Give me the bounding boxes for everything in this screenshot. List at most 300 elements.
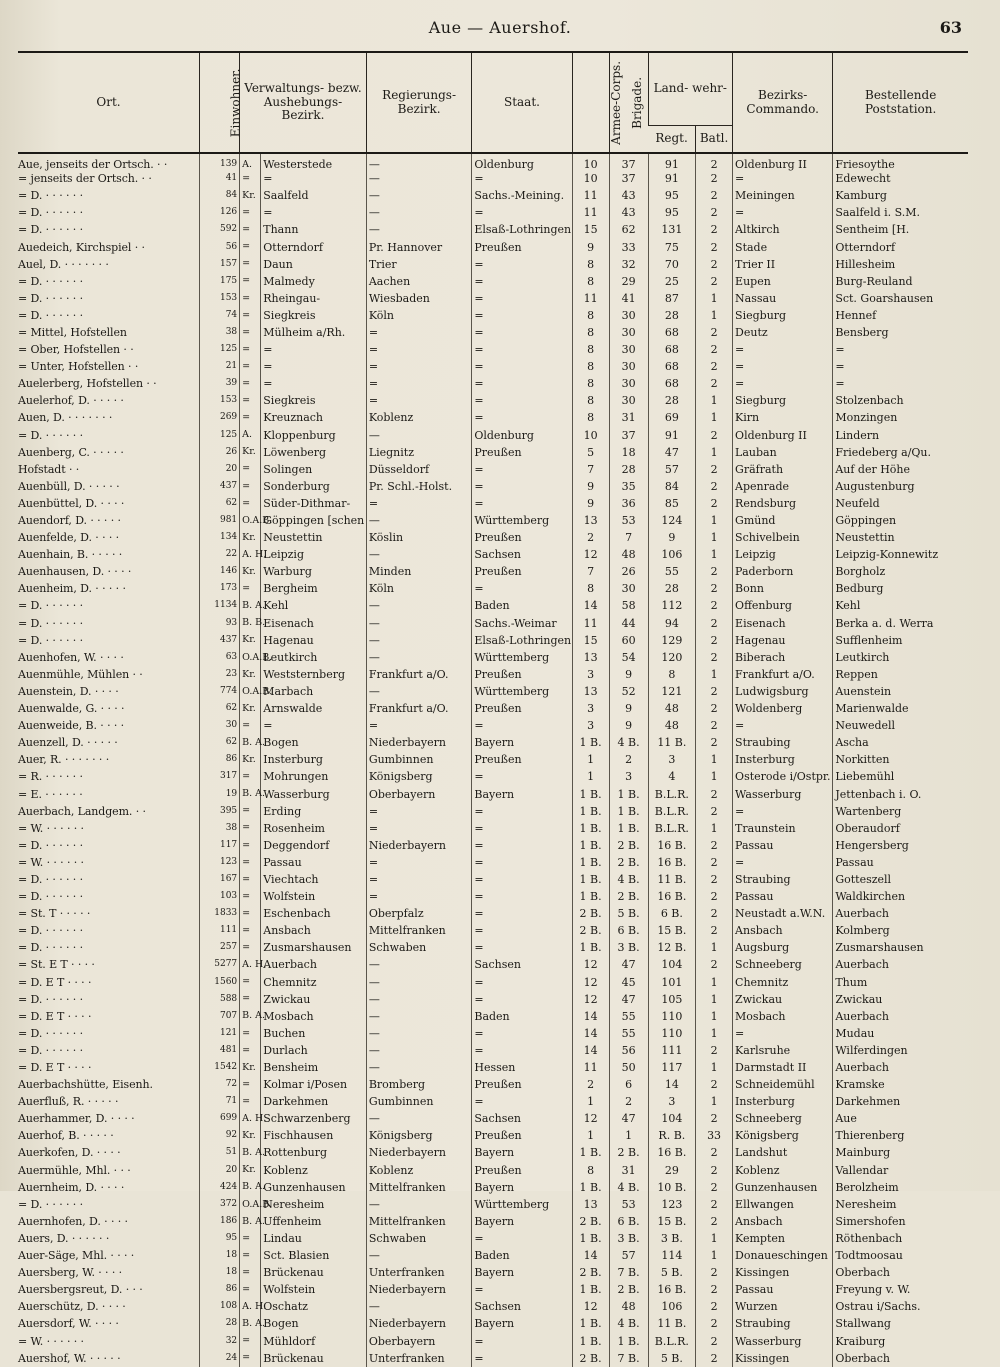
cell-aush: Eschenbach <box>261 905 367 922</box>
cell-staat: = <box>472 803 572 820</box>
cell-brig: 48 <box>609 1298 648 1315</box>
cell-batl: 2 <box>696 563 733 580</box>
cell-verw: A. <box>240 153 261 170</box>
cell-armee: 8 <box>572 580 609 597</box>
cell-post: Ascha <box>833 734 968 751</box>
cell-verw: Kr. <box>240 444 261 461</box>
cell-regt: 121 <box>648 683 695 700</box>
cell-einw: 19 <box>200 785 240 802</box>
cell-einw: 424 <box>200 1179 240 1196</box>
cell-reg: Köln <box>366 580 472 597</box>
cell-verw: B. B. <box>240 615 261 632</box>
col-header-brigade-label: Brigade. <box>629 76 644 129</box>
cell-aush: Sonderburg <box>261 478 367 495</box>
cell-batl: 2 <box>696 1315 733 1332</box>
cell-armee: 1 B. <box>572 1281 609 1298</box>
cell-armee: 1 B. <box>572 888 609 905</box>
cell-bez: Deutz <box>733 324 833 341</box>
cell-ort: Aue, jenseits der Ortsch. · · <box>18 158 168 172</box>
cell-bez: = <box>733 854 833 871</box>
cell-regt: 3 <box>648 1093 695 1110</box>
table-row <box>18 615 968 632</box>
cell-bez: Wasserburg <box>733 1332 833 1349</box>
cell-armee: 8 <box>572 409 609 426</box>
cell-armee: 1 B. <box>572 837 609 854</box>
cell-regt: B.L.R. <box>648 820 695 837</box>
cell-armee: 13 <box>572 512 609 529</box>
cell-ort: Auenhausen, D. · · · · <box>18 565 132 579</box>
cell-batl: 1 <box>696 529 733 546</box>
cell-reg: = <box>366 341 472 358</box>
cell-verw: = <box>240 1025 261 1042</box>
cell-bez: Paderborn <box>733 563 833 580</box>
cell-verw: = <box>240 888 261 905</box>
cell-reg: Niederbayern <box>366 1315 472 1332</box>
cell-bez: Osterode i/Ostpr. <box>733 768 833 785</box>
table-row <box>18 478 968 495</box>
cell-batl: 1 <box>696 1008 733 1025</box>
cell-bez: Trier II <box>733 256 833 273</box>
cell-bez: = <box>733 375 833 392</box>
cell-aush: Löwenberg <box>261 444 367 461</box>
cell-verw: Kr. <box>240 751 261 768</box>
cell-einw: 86 <box>200 1281 240 1298</box>
col-header-bezirks-commando: Bezirks- Commando. <box>733 52 833 153</box>
cell-armee: 1 <box>572 1127 609 1144</box>
cell-batl: 1 <box>696 307 733 324</box>
cell-regt: 91 <box>648 170 695 187</box>
cell-staat: = <box>472 888 572 905</box>
cell-regt: 28 <box>648 307 695 324</box>
cell-ort: Auerhammer, D. · · · · <box>18 1112 135 1126</box>
cell-verw: = <box>240 905 261 922</box>
cell-reg: Mittelfranken <box>366 922 472 939</box>
cell-reg: Oberbayern <box>366 785 472 802</box>
cell-regt: 110 <box>648 1008 695 1025</box>
cell-armee: 11 <box>572 187 609 204</box>
cell-batl: 2 <box>696 717 733 734</box>
cell-regt: 106 <box>648 1298 695 1315</box>
cell-brig: 4 B. <box>609 1179 648 1196</box>
cell-staat: Hessen <box>472 1059 572 1076</box>
col-header-landwehr: Land- wehr- <box>648 52 732 125</box>
cell-bez: Schneidemühl <box>733 1076 833 1093</box>
cell-einw: 125 <box>200 427 240 444</box>
cell-einw: 39 <box>200 375 240 392</box>
cell-regt: 114 <box>648 1247 695 1264</box>
cell-brig: 31 <box>609 1162 648 1179</box>
cell-staat: Preußen <box>472 1076 572 1093</box>
cell-armee: 14 <box>572 597 609 614</box>
cell-ort: = Ober, Hofstellen · · <box>18 343 134 357</box>
cell-staat: Preußen <box>472 666 572 683</box>
cell-staat: = <box>472 273 572 290</box>
cell-regt: 48 <box>648 700 695 717</box>
cell-armee: 11 <box>572 1059 609 1076</box>
cell-brig: 28 <box>609 461 648 478</box>
cell-post: Leutkirch <box>833 649 968 666</box>
cell-batl: 2 <box>696 1264 733 1281</box>
cell-aush: = <box>261 358 367 375</box>
cell-reg: — <box>366 170 472 187</box>
cell-aush: Bogen <box>261 734 367 751</box>
cell-ort: = St. T · · · · · <box>18 907 91 921</box>
cell-reg: Oberpfalz <box>366 905 472 922</box>
table-row <box>18 597 968 614</box>
table-row <box>18 1247 968 1264</box>
cell-verw: = <box>240 1093 261 1110</box>
cell-post: Lindern <box>833 427 968 444</box>
cell-bez: Ansbach <box>733 1213 833 1230</box>
cell-aush: Lindau <box>261 1230 367 1247</box>
cell-aush: Saalfeld <box>261 187 367 204</box>
cell-ort: = D. · · · · · · <box>18 291 83 305</box>
cell-reg: Koblenz <box>366 409 472 426</box>
cell-reg: Mittelfranken <box>366 1179 472 1196</box>
cell-batl: 1 <box>696 546 733 563</box>
cell-ort: = D. · · · · · · <box>18 1197 83 1211</box>
cell-brig: 26 <box>609 563 648 580</box>
cell-post: Stolzenbach <box>833 392 968 409</box>
cell-batl: 1 <box>696 392 733 409</box>
cell-bez: Passau <box>733 888 833 905</box>
cell-einw: 121 <box>200 1025 240 1042</box>
cell-einw: 63 <box>200 649 240 666</box>
cell-reg: Minden <box>366 563 472 580</box>
cell-regt: 69 <box>648 409 695 426</box>
cell-batl: 2 <box>696 785 733 802</box>
cell-verw: = <box>240 991 261 1008</box>
cell-reg: Bromberg <box>366 1076 472 1093</box>
cell-einw: 103 <box>200 888 240 905</box>
cell-ort: Auenhain, B. · · · · · <box>18 548 123 562</box>
running-head <box>0 14 1000 40</box>
table-row <box>18 683 968 700</box>
cell-staat: = <box>472 341 572 358</box>
cell-regt: 25 <box>648 273 695 290</box>
cell-aush: Warburg <box>261 563 367 580</box>
cell-einw: 74 <box>200 307 240 324</box>
cell-reg: — <box>366 649 472 666</box>
cell-reg: = <box>366 803 472 820</box>
cell-staat: Oldenburg <box>472 427 572 444</box>
cell-post: Jettenbach i. O. <box>833 785 968 802</box>
cell-aush: Kehl <box>261 597 367 614</box>
cell-staat: Oldenburg <box>472 153 572 170</box>
cell-armee: 10 <box>572 170 609 187</box>
cell-staat: Bayern <box>472 1144 572 1161</box>
cell-bez: Kempten <box>733 1230 833 1247</box>
cell-einw: 146 <box>200 563 240 580</box>
cell-verw: Kr. <box>240 632 261 649</box>
cell-ort: Auendorf, D. · · · · · <box>18 514 121 528</box>
table-row <box>18 1315 968 1332</box>
cell-batl: 1 <box>696 444 733 461</box>
cell-armee: 5 <box>572 444 609 461</box>
cell-bez: Gunzenhausen <box>733 1179 833 1196</box>
cell-ort: Auenberg, C. · · · · · <box>18 445 124 459</box>
table-row <box>18 649 968 666</box>
cell-reg: Schwaben <box>366 939 472 956</box>
cell-aush: Rottenburg <box>261 1144 367 1161</box>
cell-verw: = <box>240 256 261 273</box>
cell-ort: = D. · · · · · · <box>18 992 83 1006</box>
cell-regt: 15 B. <box>648 1213 695 1230</box>
cell-batl: 2 <box>696 956 733 973</box>
cell-post: = <box>833 375 968 392</box>
cell-reg: — <box>366 221 472 238</box>
cell-einw: 30 <box>200 717 240 734</box>
cell-ort: = D. · · · · · · <box>18 308 83 322</box>
cell-reg: — <box>366 1025 472 1042</box>
cell-bez: Wasserburg <box>733 785 833 802</box>
cell-regt: 123 <box>648 1196 695 1213</box>
cell-regt: 15 B. <box>648 922 695 939</box>
cell-staat: = <box>472 820 572 837</box>
cell-bez: Karlsruhe <box>733 1042 833 1059</box>
cell-verw: O.A.B. <box>240 512 261 529</box>
cell-aush: Bogen <box>261 1315 367 1332</box>
cell-ort: = W. · · · · · · <box>18 855 84 869</box>
cell-staat: = <box>472 461 572 478</box>
cell-bez: Straubing <box>733 871 833 888</box>
cell-verw: Kr. <box>240 700 261 717</box>
cell-brig: 55 <box>609 1025 648 1042</box>
cell-verw: Kr. <box>240 1059 261 1076</box>
cell-armee: 1 B. <box>572 939 609 956</box>
cell-regt: 11 B. <box>648 734 695 751</box>
cell-verw: = <box>240 307 261 324</box>
cell-verw: = <box>240 922 261 939</box>
cell-armee: 12 <box>572 1298 609 1315</box>
cell-ort: Auenbüll, D. · · · · · <box>18 479 120 493</box>
cell-regt: 68 <box>648 375 695 392</box>
cell-armee: 9 <box>572 478 609 495</box>
cell-reg: Köslin <box>366 529 472 546</box>
cell-armee: 1 B. <box>572 1179 609 1196</box>
cell-verw: = <box>240 854 261 871</box>
cell-armee: 14 <box>572 1247 609 1264</box>
cell-bez: Oldenburg II <box>733 153 833 170</box>
cell-post: Ostrau i/Sachs. <box>833 1298 968 1315</box>
cell-aush: Oschatz <box>261 1298 367 1315</box>
cell-ort: Auer-Säge, Mhl. · · · · <box>18 1249 135 1263</box>
cell-post: Waldkirchen <box>833 888 968 905</box>
cell-verw: = <box>240 324 261 341</box>
cell-bez: Kissingen <box>733 1350 833 1367</box>
cell-ort: = D. · · · · · · <box>18 1026 83 1040</box>
cell-ort: Auer, R. · · · · · · · <box>18 753 110 767</box>
cell-ort: Auelerberg, Hofstellen · · <box>18 377 157 391</box>
cell-armee: 2 <box>572 529 609 546</box>
cell-einw: 32 <box>200 1332 240 1349</box>
cell-aush: Mosbach <box>261 1008 367 1025</box>
cell-armee: 8 <box>572 358 609 375</box>
col-header-poststation: Bestellende Poststation. <box>833 52 968 153</box>
cell-post: Oberaudorf <box>833 820 968 837</box>
cell-ort: Auenzell, D. · · · · · <box>18 736 118 750</box>
cell-staat: = <box>472 854 572 871</box>
cell-brig: 7 B. <box>609 1350 648 1367</box>
cell-ort: = W. · · · · · · <box>18 821 84 835</box>
cell-einw: 395 <box>200 803 240 820</box>
table-row <box>18 1025 968 1042</box>
cell-armee: 1 B. <box>572 803 609 820</box>
cell-batl: 2 <box>696 837 733 854</box>
cell-einw: 173 <box>200 580 240 597</box>
col-header-batl: Batl. <box>696 125 733 153</box>
cell-regt: 95 <box>648 187 695 204</box>
cell-aush: Bergheim <box>261 580 367 597</box>
cell-einw: 1134 <box>200 597 240 614</box>
table-row <box>18 563 968 580</box>
table-row <box>18 854 968 871</box>
cell-armee: 8 <box>572 256 609 273</box>
cell-post: Gotteszell <box>833 871 968 888</box>
table-row <box>18 580 968 597</box>
cell-brig: 33 <box>609 238 648 255</box>
cell-post: Hennef <box>833 307 968 324</box>
col-header-armee-corps-label: Armee-Corps. <box>608 60 623 145</box>
col-header-regt: Regt. <box>648 125 695 153</box>
cell-bez: Gräfrath <box>733 461 833 478</box>
cell-post: Otterndorf <box>833 238 968 255</box>
cell-aush: Eisenach <box>261 615 367 632</box>
cell-reg: Pr. Hannover <box>366 238 472 255</box>
cell-bez: Zwickau <box>733 991 833 1008</box>
cell-aush: Darkehmen <box>261 1093 367 1110</box>
cell-armee: 15 <box>572 632 609 649</box>
cell-bez: = <box>733 803 833 820</box>
cell-verw: = <box>240 170 261 187</box>
cell-ort: = D. · · · · · · <box>18 941 83 955</box>
table-row <box>18 1093 968 1110</box>
cell-aush: Neustettin <box>261 529 367 546</box>
cell-aush: Thann <box>261 221 367 238</box>
cell-post: Kamburg <box>833 187 968 204</box>
cell-post: Friedeberg a/Qu. <box>833 444 968 461</box>
cell-bez: Schivelbein <box>733 529 833 546</box>
cell-armee: 8 <box>572 307 609 324</box>
cell-staat: = <box>472 307 572 324</box>
cell-brig: 2 B. <box>609 888 648 905</box>
cell-aush: Siegkreis <box>261 392 367 409</box>
cell-armee: 1 B. <box>572 785 609 802</box>
cell-post: Aue <box>833 1110 968 1127</box>
gazetteer-table <box>18 51 968 1367</box>
cell-ort: Auenhofen, W. · · · · <box>18 650 124 664</box>
cell-verw: Kr. <box>240 563 261 580</box>
cell-armee: 14 <box>572 1025 609 1042</box>
cell-aush: Bensheim <box>261 1059 367 1076</box>
cell-bez: Passau <box>733 1281 833 1298</box>
cell-verw: A. H. <box>240 1298 261 1315</box>
cell-batl: 33 <box>696 1127 733 1144</box>
cell-post: Augustenburg <box>833 478 968 495</box>
cell-armee: 2 B. <box>572 1350 609 1367</box>
cell-verw: B. A. <box>240 1315 261 1332</box>
cell-batl: 1 <box>696 666 733 683</box>
cell-regt: 29 <box>648 1162 695 1179</box>
cell-regt: 124 <box>648 512 695 529</box>
cell-reg: — <box>366 427 472 444</box>
table-row <box>18 1144 968 1161</box>
table-row <box>18 1230 968 1247</box>
cell-brig: 36 <box>609 495 648 512</box>
cell-regt: 68 <box>648 324 695 341</box>
cell-verw: Kr. <box>240 187 261 204</box>
cell-post: Sufflenheim <box>833 632 968 649</box>
cell-batl: 1 <box>696 768 733 785</box>
cell-verw: = <box>240 1247 261 1264</box>
cell-einw: 20 <box>200 461 240 478</box>
cell-post: Freyung v. W. <box>833 1281 968 1298</box>
table-row <box>18 1298 968 1315</box>
col-header-regierung: Regierungs- Bezirk. <box>366 52 472 153</box>
cell-regt: 94 <box>648 615 695 632</box>
cell-einw: 62 <box>200 734 240 751</box>
cell-ort: = D. · · · · · · <box>18 838 83 852</box>
cell-einw: 72 <box>200 1076 240 1093</box>
cell-ort: = D. · · · · · · <box>18 223 83 237</box>
cell-bez: Traunstein <box>733 820 833 837</box>
cell-batl: 2 <box>696 375 733 392</box>
cell-armee: 9 <box>572 238 609 255</box>
cell-verw: = <box>240 820 261 837</box>
cell-ort: Auenheim, D. · · · · · <box>18 582 126 596</box>
cell-batl: 2 <box>696 1076 733 1093</box>
cell-einw: 41 <box>200 170 240 187</box>
cell-bez: = <box>733 341 833 358</box>
cell-aush: Siegkreis <box>261 307 367 324</box>
table-row <box>18 785 968 802</box>
cell-batl: 2 <box>696 871 733 888</box>
cell-ort: = Mittel, Hofstellen <box>18 325 127 339</box>
cell-post: Sentheim [H. <box>833 221 968 238</box>
cell-staat: = <box>472 1042 572 1059</box>
cell-regt: 47 <box>648 444 695 461</box>
cell-reg: = <box>366 888 472 905</box>
table-row <box>18 717 968 734</box>
cell-bez: Straubing <box>733 1315 833 1332</box>
cell-brig: 4 B. <box>609 734 648 751</box>
cell-aush: Wasserburg <box>261 785 367 802</box>
cell-post: Berolzheim <box>833 1179 968 1196</box>
cell-aush: Göppingen [schen <box>261 512 367 529</box>
cell-regt: 4 <box>648 768 695 785</box>
cell-reg: Oberbayern <box>366 1332 472 1349</box>
table-row <box>18 427 968 444</box>
cell-verw: = <box>240 1264 261 1281</box>
cell-staat: Württemberg <box>472 512 572 529</box>
cell-batl: 2 <box>696 324 733 341</box>
cell-aush: Viechtach <box>261 871 367 888</box>
cell-reg: = <box>366 820 472 837</box>
cell-regt: 3 <box>648 751 695 768</box>
cell-regt: 131 <box>648 221 695 238</box>
cell-reg: Niederbayern <box>366 734 472 751</box>
cell-bez: = <box>733 1025 833 1042</box>
cell-staat: Bayern <box>472 1179 572 1196</box>
cell-ort: Auershof, W. · · · · · <box>18 1351 121 1365</box>
cell-einw: 269 <box>200 409 240 426</box>
cell-staat: Sachs.-Weimar <box>472 615 572 632</box>
cell-regt: 16 B. <box>648 888 695 905</box>
cell-brig: 30 <box>609 580 648 597</box>
cell-post: Zusmarshausen <box>833 939 968 956</box>
cell-reg: Mittelfranken <box>366 1213 472 1230</box>
cell-regt: 112 <box>648 597 695 614</box>
